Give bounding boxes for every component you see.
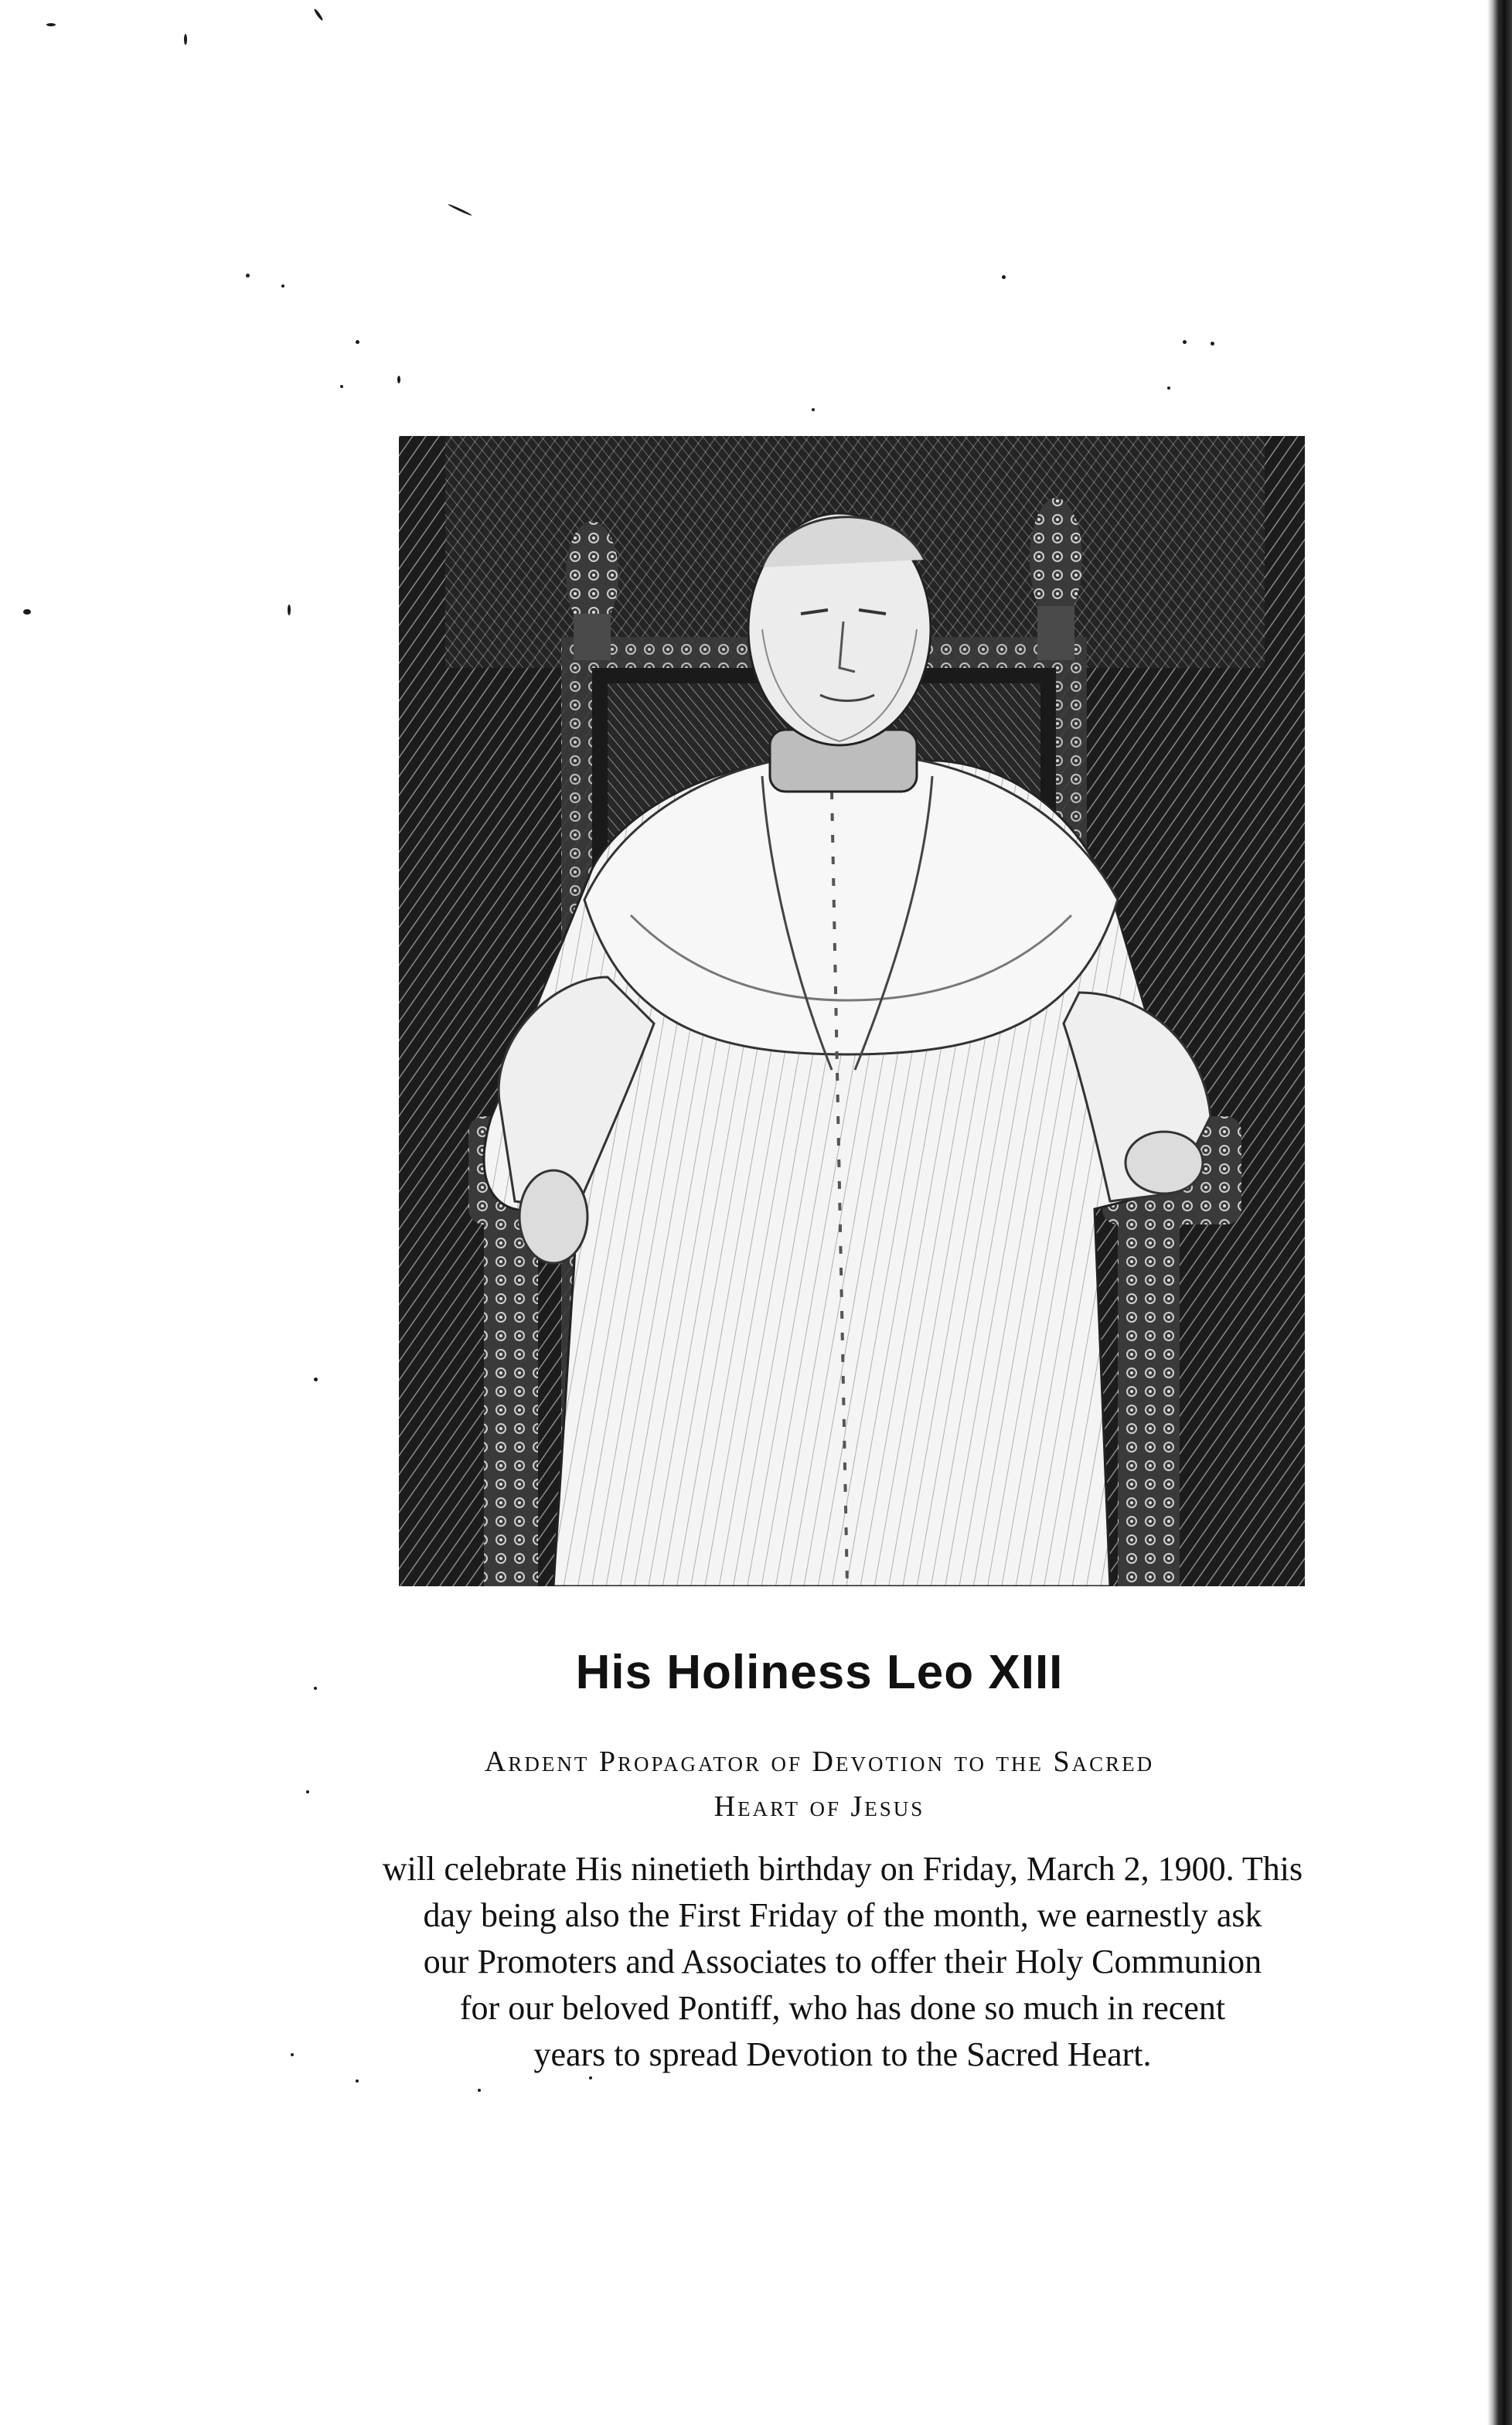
portrait-subtitle (232, 1739, 1407, 1829)
scan-speck (448, 203, 472, 216)
page-edge-shadow (1487, 0, 1512, 2425)
scan-speck (1183, 340, 1187, 344)
scan-speck (184, 34, 187, 45)
subtitle-line: Heart of Jesus (713, 1790, 925, 1823)
scan-speck (1002, 275, 1006, 279)
scan-speck (281, 284, 284, 288)
scan-speck (356, 2079, 359, 2083)
scan-speck (812, 408, 815, 411)
scan-speck (46, 23, 56, 26)
paragraph-line: for our beloved Pontiff, who has done so much in recent (459, 1989, 1226, 2027)
paragraph-line: will celebrate His ninetieth birthday on Friday, March 2, 1900. This (382, 1850, 1303, 1888)
scan-speck (1211, 342, 1214, 346)
scan-speck (288, 605, 291, 615)
scan-speck (313, 8, 324, 21)
subtitle-line: Ardent Propagator of Devotion to the Sacred (484, 1746, 1155, 1778)
scan-speck (397, 376, 400, 383)
scan-speck (1167, 387, 1170, 390)
portrait-engraving (399, 436, 1305, 1586)
paragraph-line: years to spread Devotion to the Sacred Heart. (533, 2035, 1152, 2073)
scan-speck (478, 2089, 481, 2092)
portrait-illustration (399, 436, 1305, 1586)
scan-speck (23, 609, 31, 615)
scan-speck (314, 1378, 318, 1381)
paragraph-line: day being also the First Friday of the month, we earnestly ask (423, 1896, 1262, 1934)
scan-speck (246, 274, 250, 278)
announcement-paragraph (278, 1846, 1407, 2078)
scan-speck (340, 385, 343, 388)
paragraph-line: our Promoters and Associates to offer their Holy Communion (423, 1943, 1262, 1981)
portrait-title: His Holiness Leo XIII (575, 1646, 1064, 1699)
scan-speck (356, 340, 359, 344)
